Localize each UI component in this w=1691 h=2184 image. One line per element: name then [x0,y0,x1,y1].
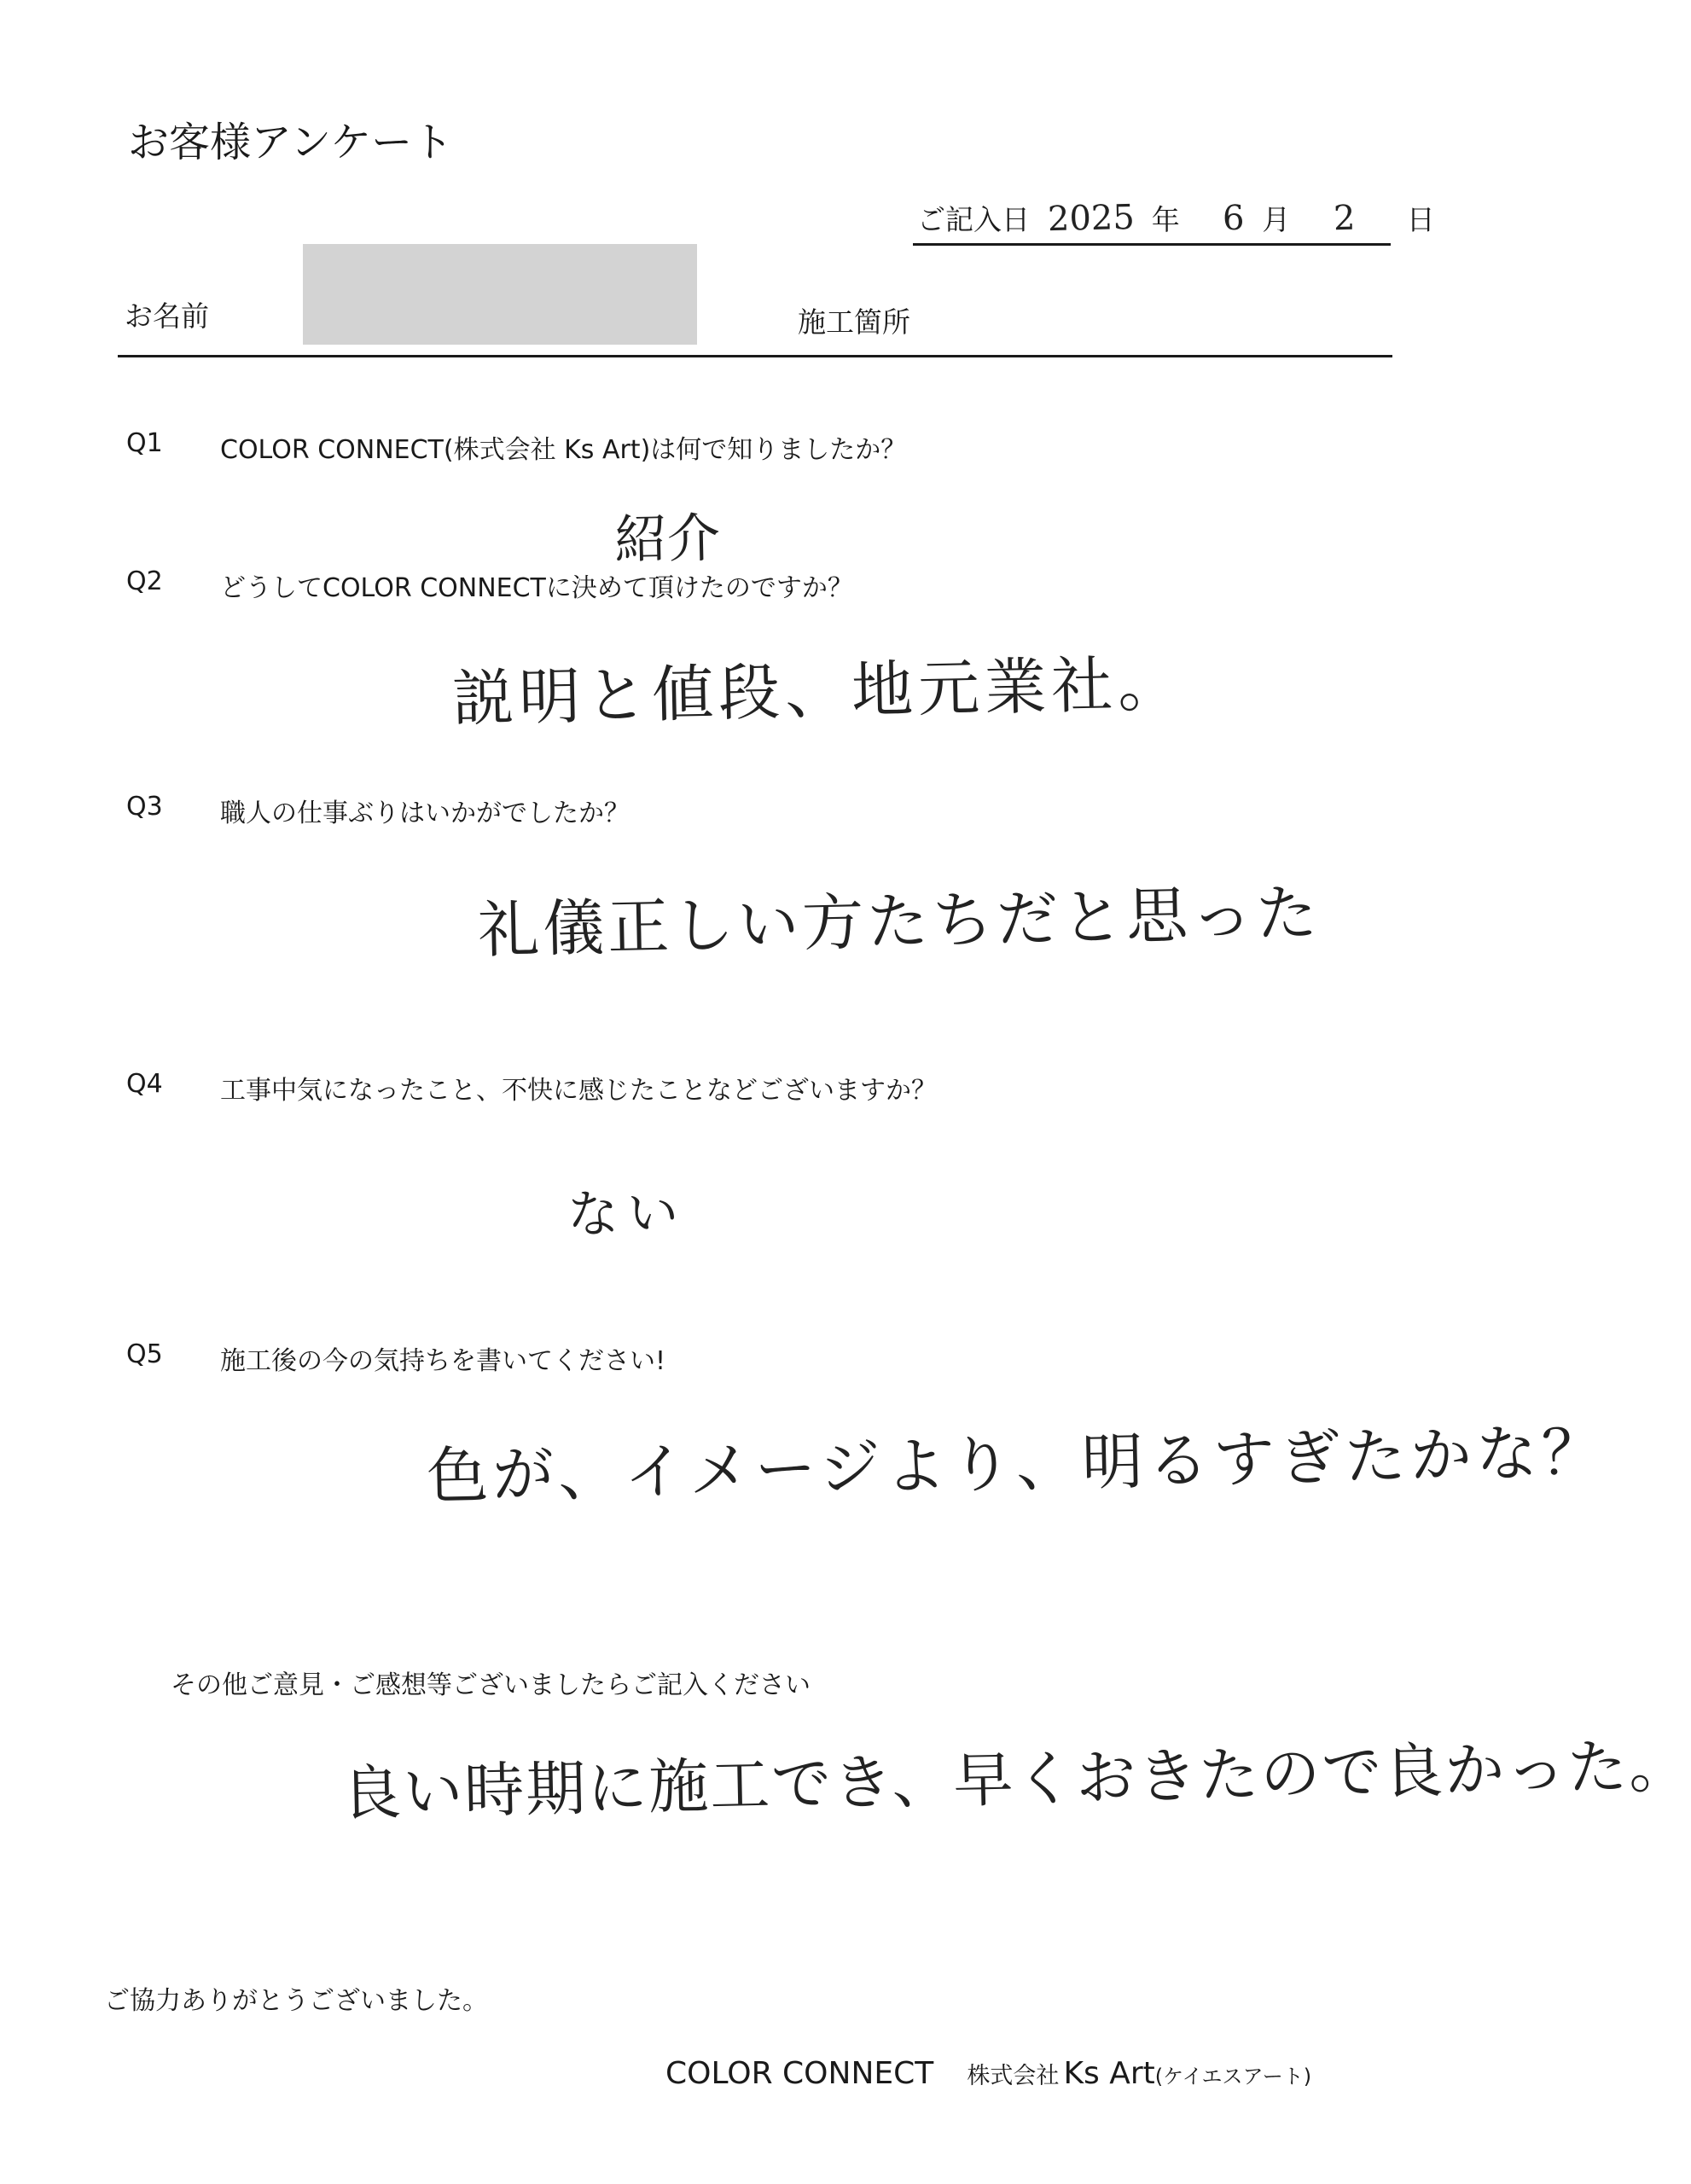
answer-handwritten: 紹介 [613,506,721,572]
date-year-unit: 年 [1151,203,1180,236]
footer-company [665,2056,1311,2091]
question-number: Q4 [126,1069,163,1099]
date-month-unit: 月 [1262,203,1291,236]
date-underline [913,243,1391,246]
answer-handwritten: 礼儀正しい方たちだと思った [477,876,1322,967]
question-text: 職人の仕事ぶりはいかがでしたか？ [220,799,630,828]
question-text: どうしてCOLOR CONNECTに決めて頂けたのですか？ [220,573,853,603]
company-name: Ks Art [1063,2056,1155,2091]
date-label: ご記入日 [917,203,1030,236]
answer-handwritten: ない [567,1182,688,1246]
date-field [917,198,1435,238]
question-number: Q5 [126,1339,163,1369]
answer-handwritten: 説明と値段、地元業社。 [451,648,1185,735]
brand-name: COLOR CONNECT [665,2056,934,2091]
date-day: 2 [1333,198,1356,239]
other-comments-label: その他ご意見・ご感想等ございましたらご記入ください [171,1670,811,1700]
question-text: 施工後の今の気持ちを書いてください! [220,1346,666,1376]
other-comments-answer: 良い時期に施工でき、早くおきたので良かった。 [340,1730,1691,1829]
answer-handwritten: 色が、イメージより、明るすぎたかな？ [426,1415,1608,1513]
survey-title: お客様アンケート [128,119,454,166]
company-kana: (ケイエスアート) [1154,2065,1312,2088]
question-number: Q3 [126,792,163,822]
question-number: Q1 [126,428,163,458]
question-text: 工事中気になったこと、不快に感じたことなどございますか？ [220,1076,937,1106]
question-number: Q2 [126,566,163,596]
name-underline [118,355,1392,357]
question-text: COLOR CONNECT(株式会社 Ks Art)は何で知りましたか？ [220,435,907,465]
date-year: 2025 [1047,197,1135,240]
thanks-message: ご協力ありがとうございました。 [104,1986,488,2016]
name-label: お名前 [125,299,209,333]
date-day-unit: 日 [1406,203,1435,236]
date-month: 6 [1222,198,1246,239]
redacted-name [303,244,697,345]
site-label: 施工箇所 [798,305,910,339]
company-prefix: 株式会社 [967,2063,1060,2089]
